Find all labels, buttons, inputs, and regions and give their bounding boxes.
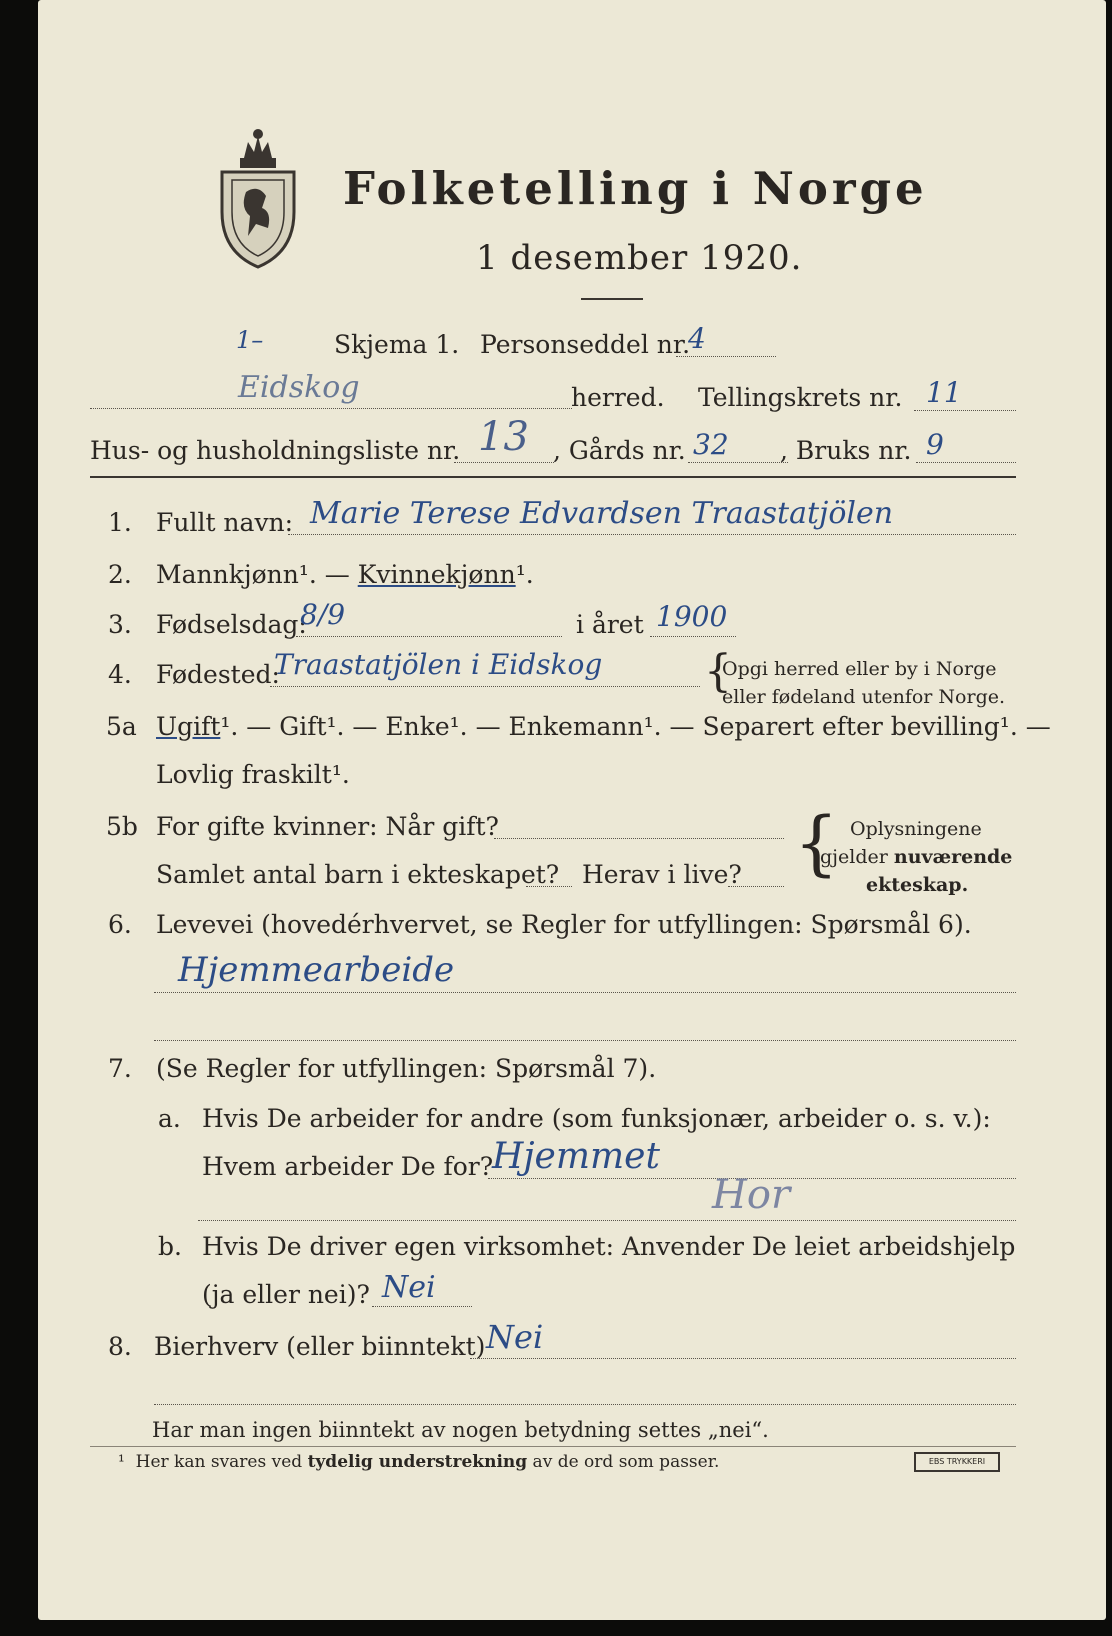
q7b-question: (ja eller nei)? <box>202 1280 370 1309</box>
q4-number: 4. <box>108 660 132 689</box>
q8-line-2 <box>154 1404 1016 1405</box>
herred-value: Eidskog <box>238 370 360 405</box>
q5b-line1: For gifte kvinner: Når gift? <box>156 812 499 841</box>
q2-mannkjonn: Mannkjønn¹. — <box>156 560 358 589</box>
footnote <box>118 1452 719 1472</box>
herred-scribble: 1– <box>236 326 264 354</box>
q3-line <box>296 636 562 637</box>
q5b-live-line <box>728 886 784 887</box>
footnote-b: tydelig understrekning <box>307 1452 528 1472</box>
gards-value: 32 <box>693 428 729 461</box>
q7b-line <box>372 1306 472 1307</box>
q1-line <box>288 534 1016 535</box>
q8-value: Nei <box>486 1318 544 1356</box>
q3-label: Fødselsdag: <box>156 610 307 639</box>
q6-label: Levevei (hovedérhvervet, se Regler for utfyllingen: Spørsmål 6). <box>156 910 972 939</box>
q7b-letter: b. <box>158 1232 182 1261</box>
q5b-note-2 <box>820 846 1012 868</box>
personseddel-label: Personseddel nr. <box>480 330 691 359</box>
q7a-mark: Hor <box>712 1172 791 1218</box>
q5b-gift-line <box>494 838 784 839</box>
q6-value: Hjemmearbeide <box>178 950 455 990</box>
footer-note: Har man ingen biinntekt av nogen betydning settes „nei“. <box>152 1418 769 1442</box>
gards-label: , Gårds nr. <box>553 436 686 465</box>
q6-number: 6. <box>108 910 132 939</box>
q5b-note-3: ekteskap. <box>866 874 969 896</box>
q5a-rest: ¹. — Gift¹. — Enke¹. — Enkemann¹. — Separert efter bevilling¹. — <box>220 712 1051 741</box>
q1-number: 1. <box>108 508 132 537</box>
q6-line-2 <box>154 1040 1016 1041</box>
q5b-note-1: Oplysningene <box>850 818 982 840</box>
husliste-label: Hus- og husholdningsliste nr. <box>90 436 461 465</box>
q5a-ugift: Ugift <box>156 712 221 741</box>
q5a-options <box>156 712 1051 741</box>
q7a-line-2 <box>198 1220 1016 1221</box>
q5b-barn-line <box>526 886 572 887</box>
bruks-value: 9 <box>926 428 944 461</box>
q5b-brace: { <box>794 802 839 884</box>
footer-divider <box>90 1446 1016 1447</box>
q4-line <box>270 686 700 687</box>
header-divider <box>90 476 1016 478</box>
q7-label: (Se Regler for utfyllingen: Spørsmål 7). <box>156 1054 657 1083</box>
q4-note-1: Opgi herred eller by i Norge <box>722 658 997 680</box>
q1-value: Marie Terese Edvardsen Traastatjölen <box>310 496 894 531</box>
q3-year-value: 1900 <box>656 600 728 633</box>
q7a-value: Hjemmet <box>492 1136 660 1177</box>
footnote-number: ¹ <box>118 1452 125 1472</box>
q3-year-label: i året <box>576 610 644 639</box>
q4-label: Fødested: <box>156 660 280 689</box>
personseddel-value: 4 <box>688 322 706 355</box>
personseddel-line <box>676 356 776 357</box>
skjema-label: Skjema 1. <box>334 330 460 359</box>
q8-label: Bierhverv (eller biinntekt) <box>154 1332 486 1361</box>
tellingskrets-value: 11 <box>926 376 962 409</box>
census-form <box>38 0 1106 1620</box>
q6-line-1 <box>154 992 1016 993</box>
coat-of-arms-icon <box>216 112 300 272</box>
q3-year-line <box>650 636 736 637</box>
gards-line <box>688 462 788 463</box>
footnote-a: Her kan svares ved <box>135 1452 308 1472</box>
q3-value: 8/9 <box>300 598 346 631</box>
printer-stamp: EBS TRYKKERI <box>914 1452 1000 1472</box>
q2-footmark: ¹. <box>515 560 534 589</box>
q3-number: 3. <box>108 610 132 639</box>
q7a-question: Hvem arbeider De for? <box>202 1152 494 1181</box>
q5a-number: 5a <box>106 712 137 741</box>
q4-value: Traastatjölen i Eidskog <box>274 648 603 681</box>
q7b-text: Hvis De driver egen virksomhet: Anvender De leiet arbeidshjelp <box>202 1232 1016 1261</box>
q2-line <box>156 560 534 589</box>
q8-line <box>470 1358 1016 1359</box>
census-date: 1 desember 1920. <box>476 238 803 278</box>
herred-label: herred. <box>571 383 665 412</box>
q4-note-2: eller fødeland utenfor Norge. <box>722 686 1006 708</box>
q2-kvinnekjonn: Kvinnekjønn <box>357 560 516 589</box>
husliste-value: 13 <box>478 414 529 460</box>
form-title: Folketelling i Norge <box>343 162 928 215</box>
q5b-note-2a: gjelder <box>820 846 894 868</box>
q8-number: 8. <box>108 1332 132 1361</box>
q5b-line2: Samlet antal barn i ekteskapet? <box>156 860 560 889</box>
q1-label: Fullt navn: <box>156 508 294 537</box>
q5b-note-2b: nuværende <box>893 846 1013 868</box>
footnote-c: av de ord som passer. <box>527 1452 720 1472</box>
q7a-letter: a. <box>158 1104 181 1133</box>
tellingskrets-line <box>914 410 1016 411</box>
q5b-number: 5b <box>106 812 138 841</box>
title-divider <box>581 298 643 300</box>
herred-line <box>90 408 572 409</box>
q7b-value: Nei <box>382 1270 436 1305</box>
q7a-text: Hvis De arbeider for andre (som funksjonær, arbeider o. s. v.): <box>202 1104 991 1133</box>
bruks-label: , Bruks nr. <box>780 436 912 465</box>
q4-brace: { <box>704 646 732 697</box>
tellingskrets-label: Tellingskrets nr. <box>698 383 903 412</box>
q2-number: 2. <box>108 560 132 589</box>
q5b-herav: Herav i live? <box>582 860 742 889</box>
husliste-line <box>454 462 554 463</box>
bruks-line <box>916 462 1016 463</box>
q7-number: 7. <box>108 1054 132 1083</box>
q5a-line2: Lovlig fraskilt¹. <box>156 760 350 789</box>
